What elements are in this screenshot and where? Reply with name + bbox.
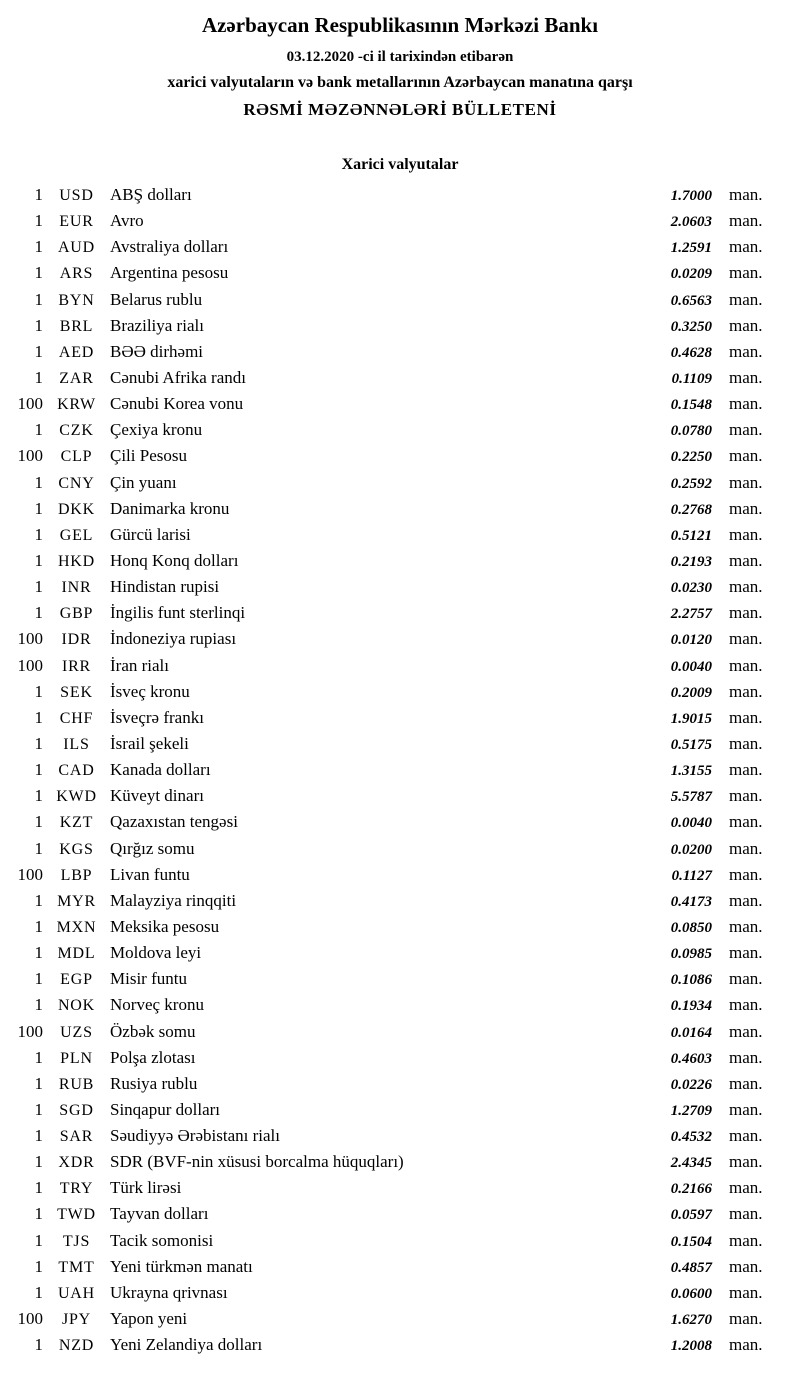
currency-name: SDR (BVF-nin xüsusi borcalma hüquqları) xyxy=(110,1152,404,1172)
rate-value: 0.0597 xyxy=(670,1207,712,1224)
currency-code: TMT xyxy=(58,1258,95,1276)
table-row xyxy=(14,734,772,760)
quantity: 1 xyxy=(34,524,43,544)
rate-unit: man. xyxy=(729,289,763,309)
quantity: 1 xyxy=(34,707,43,727)
currency-name: Tayvan dolları xyxy=(110,1204,209,1224)
rate-unit: man. xyxy=(729,524,763,544)
rate-unit: man. xyxy=(729,550,763,570)
currency-name: Avro xyxy=(110,211,144,231)
rate-value: 0.4603 xyxy=(670,1050,712,1067)
currency-code: CZK xyxy=(59,422,94,440)
currency-code: GBP xyxy=(59,605,94,623)
rate-unit: man. xyxy=(729,969,763,989)
currency-code: CNY xyxy=(58,474,95,492)
table-row xyxy=(14,1178,772,1204)
table-row xyxy=(14,812,772,838)
currency-name: Argentina pesosu xyxy=(110,263,229,283)
currency-name: İndoneziya rupiası xyxy=(110,629,237,649)
currency-code: IRR xyxy=(61,657,92,675)
currency-code: MDL xyxy=(57,945,96,963)
table-row xyxy=(14,342,772,368)
currency-name: İsveç kronu xyxy=(110,681,190,701)
rate-unit: man. xyxy=(729,1073,763,1093)
rate-unit: man. xyxy=(729,577,763,597)
currency-code: TJS xyxy=(62,1232,91,1250)
quantity: 1 xyxy=(34,420,43,440)
rate-unit: man. xyxy=(729,1256,763,1276)
rate-value: 1.2008 xyxy=(670,1338,712,1355)
currency-code: KZT xyxy=(59,814,94,832)
currency-name: Belarus rublu xyxy=(110,289,203,309)
quantity: 1 xyxy=(34,1282,43,1302)
rate-value: 2.0603 xyxy=(670,214,712,231)
currency-name: Moldova leyi xyxy=(110,943,202,963)
currency-code: JPY xyxy=(61,1311,92,1329)
table-row xyxy=(14,1126,772,1152)
quantity: 100 xyxy=(17,394,43,414)
rate-unit: man. xyxy=(729,472,763,492)
quantity: 1 xyxy=(34,995,43,1015)
quantity: 1 xyxy=(34,498,43,518)
quantity: 1 xyxy=(34,367,43,387)
table-row xyxy=(14,525,772,551)
quantity: 100 xyxy=(17,629,43,649)
currency-code: SAR xyxy=(59,1128,94,1146)
currency-name: Gürcü larisi xyxy=(110,524,191,544)
quantity: 1 xyxy=(34,472,43,492)
quantity: 1 xyxy=(34,550,43,570)
quantity: 1 xyxy=(34,1126,43,1146)
currency-name: Danimarka kronu xyxy=(110,498,230,518)
rate-unit: man. xyxy=(729,760,763,780)
currency-name: Türk lirəsi xyxy=(110,1178,182,1198)
currency-code: TWD xyxy=(57,1206,96,1224)
rate-unit: man. xyxy=(729,786,763,806)
currency-code: NZD xyxy=(58,1337,95,1355)
quantity: 1 xyxy=(34,1335,43,1355)
rate-value: 0.1127 xyxy=(671,867,712,884)
currency-code: IDR xyxy=(61,631,92,649)
currency-code: KWD xyxy=(56,788,97,806)
rate-unit: man. xyxy=(729,263,763,283)
currency-code: GEL xyxy=(59,526,94,544)
currency-name: Qırğız somu xyxy=(110,838,195,858)
currency-name: Qazaxıstan tengəsi xyxy=(110,812,238,832)
rate-value: 0.4532 xyxy=(670,1129,712,1146)
table-row xyxy=(14,316,772,342)
currency-code: KGS xyxy=(59,840,94,858)
currency-name: Polşa zlotası xyxy=(110,1047,196,1067)
table-row xyxy=(14,1257,772,1283)
rate-unit: man. xyxy=(729,1309,763,1329)
rate-unit: man. xyxy=(729,1230,763,1250)
quantity: 100 xyxy=(17,1021,43,1041)
table-row xyxy=(14,1022,772,1048)
quantity: 1 xyxy=(34,1178,43,1198)
quantity: 1 xyxy=(34,1256,43,1276)
currency-code: AED xyxy=(58,343,95,361)
quantity: 1 xyxy=(34,969,43,989)
quantity: 1 xyxy=(34,237,43,257)
rate-unit: man. xyxy=(729,1047,763,1067)
currency-name: İsrail şekeli xyxy=(110,733,189,753)
rate-unit: man. xyxy=(729,1126,763,1146)
rate-unit: man. xyxy=(729,446,763,466)
currency-name: Çin yuanı xyxy=(110,472,177,492)
table-row xyxy=(14,237,772,263)
rate-value: 0.0164 xyxy=(670,1024,712,1041)
table-row xyxy=(14,394,772,420)
rate-value: 0.0200 xyxy=(670,841,712,858)
rate-value: 0.5175 xyxy=(670,736,712,753)
rate-unit: man. xyxy=(729,394,763,414)
rate-value: 1.2709 xyxy=(670,1102,712,1119)
currency-name: İsveçrə frankı xyxy=(110,707,204,727)
currency-code: ZAR xyxy=(59,369,94,387)
table-row xyxy=(14,682,772,708)
table-row xyxy=(14,577,772,603)
table-row xyxy=(14,1283,772,1309)
quantity: 1 xyxy=(34,916,43,936)
table-row xyxy=(14,969,772,995)
quantity: 1 xyxy=(34,1152,43,1172)
rate-value: 0.1548 xyxy=(670,397,712,414)
currency-name: Meksika pesosu xyxy=(110,916,220,936)
currency-name: Tacik somonisi xyxy=(110,1230,214,1250)
rate-value: 0.0985 xyxy=(670,946,712,963)
currency-code: BRL xyxy=(59,317,94,335)
table-row xyxy=(14,473,772,499)
table-row xyxy=(14,629,772,655)
quantity: 1 xyxy=(34,760,43,780)
rate-value: 0.2193 xyxy=(670,553,712,570)
rate-unit: man. xyxy=(729,1204,763,1224)
table-row xyxy=(14,865,772,891)
rate-value: 0.2768 xyxy=(670,501,712,518)
table-row xyxy=(14,420,772,446)
currency-code: BYN xyxy=(58,291,95,309)
currency-code: USD xyxy=(59,187,94,204)
table-row xyxy=(14,943,772,969)
rate-value: 0.0040 xyxy=(670,658,712,675)
rate-value: 0.2592 xyxy=(670,475,712,492)
rate-value: 5.5787 xyxy=(670,789,712,806)
section-title: Xarici valyutalar xyxy=(341,156,459,173)
currency-name: Hindistan rupisi xyxy=(110,577,220,597)
currency-name: Norveç kronu xyxy=(110,995,204,1015)
currency-code: SEK xyxy=(60,683,93,701)
quantity: 1 xyxy=(34,681,43,701)
currency-name: ABŞ dolları xyxy=(110,185,192,204)
table-row xyxy=(14,603,772,629)
currency-code: MYR xyxy=(57,892,96,910)
quantity: 1 xyxy=(34,812,43,832)
quantity: 100 xyxy=(17,655,43,675)
rate-value: 0.0780 xyxy=(670,423,712,440)
rate-value: 0.1086 xyxy=(670,972,712,989)
rate-value: 0.1109 xyxy=(671,370,712,387)
currency-code: ARS xyxy=(59,265,94,283)
rate-value: 0.2009 xyxy=(670,684,712,701)
rate-unit: man. xyxy=(729,943,763,963)
currency-name: Küveyt dinarı xyxy=(110,786,204,806)
table-row xyxy=(14,263,772,289)
bulletin-title: RƏSMİ MƏZƏNNƏLƏRİ BÜLLETENİ xyxy=(243,100,557,119)
currency-code: NOK xyxy=(57,997,96,1015)
table-row xyxy=(14,1231,772,1257)
table-row xyxy=(14,211,772,237)
currency-name: Yeni Zelandiya dolları xyxy=(110,1335,263,1355)
rate-value: 0.0040 xyxy=(670,815,712,832)
quantity: 1 xyxy=(34,838,43,858)
table-row xyxy=(14,891,772,917)
table-row xyxy=(14,656,772,682)
quantity: 1 xyxy=(34,1073,43,1093)
currency-name: Yapon yeni xyxy=(110,1309,188,1329)
quantity: 1 xyxy=(34,289,43,309)
currency-name: Çili Pesosu xyxy=(110,446,187,466)
table-row xyxy=(14,1335,772,1361)
rate-unit: man. xyxy=(729,341,763,361)
rate-unit: man. xyxy=(729,315,763,335)
rate-unit: man. xyxy=(729,498,763,518)
table-row xyxy=(14,290,772,316)
currency-code: EGP xyxy=(60,971,93,989)
rate-unit: man. xyxy=(729,1335,763,1355)
rate-unit: man. xyxy=(729,1152,763,1172)
currency-code: DKK xyxy=(57,500,96,518)
rate-value: 1.9015 xyxy=(670,710,712,727)
rate-unit: man. xyxy=(729,629,763,649)
table-row xyxy=(14,499,772,525)
quantity: 1 xyxy=(34,1099,43,1119)
currency-name: Braziliya rialı xyxy=(110,315,204,335)
rate-unit: man. xyxy=(729,681,763,701)
quantity: 1 xyxy=(34,603,43,623)
quantity: 1 xyxy=(34,263,43,283)
rate-unit: man. xyxy=(729,1178,763,1198)
currency-code: MXN xyxy=(56,918,97,936)
rate-unit: man. xyxy=(729,995,763,1015)
rate-value: 0.2250 xyxy=(670,449,712,466)
currency-code: CAD xyxy=(58,762,95,780)
table-row xyxy=(14,446,772,472)
currency-code: CLP xyxy=(60,448,93,466)
rate-value: 0.0600 xyxy=(670,1285,712,1302)
currency-code: KRW xyxy=(57,396,96,414)
table-row xyxy=(14,185,772,211)
currency-code: RUB xyxy=(58,1075,95,1093)
rate-unit: man. xyxy=(729,1099,763,1119)
currency-code: LBP xyxy=(60,866,93,884)
table-row xyxy=(14,1204,772,1230)
table-row xyxy=(14,760,772,786)
rate-unit: man. xyxy=(729,655,763,675)
currency-name: Ukrayna qrivnası xyxy=(110,1282,228,1302)
rate-value: 1.3155 xyxy=(670,763,712,780)
currency-table xyxy=(0,185,800,1361)
currency-code: ILS xyxy=(63,735,90,753)
currency-code: INR xyxy=(61,579,92,597)
effective-date-line: 03.12.2020 -ci il tarixindən etibarən xyxy=(286,49,514,65)
rate-value: 0.1934 xyxy=(670,998,712,1015)
table-row xyxy=(14,708,772,734)
currency-name: Özbək somu xyxy=(110,1021,196,1041)
currency-name: İngilis funt sterlinqi xyxy=(110,603,246,623)
quantity: 1 xyxy=(34,890,43,910)
currency-code: TRY xyxy=(59,1180,94,1198)
rate-unit: man. xyxy=(729,916,763,936)
rate-unit: man. xyxy=(729,812,763,832)
rate-value: 0.5121 xyxy=(670,527,712,544)
quantity: 1 xyxy=(34,211,43,231)
quantity: 1 xyxy=(34,1204,43,1224)
rate-value: 0.1504 xyxy=(670,1233,712,1250)
currency-name: Yeni türkmən manatı xyxy=(110,1256,253,1276)
document-header xyxy=(0,0,800,120)
quantity: 1 xyxy=(34,185,43,204)
rate-value: 2.2757 xyxy=(670,606,712,623)
rate-unit: man. xyxy=(729,890,763,910)
rate-value: 1.7000 xyxy=(670,188,712,204)
table-row xyxy=(14,368,772,394)
rate-value: 0.0850 xyxy=(670,919,712,936)
rate-value: 0.4857 xyxy=(670,1259,712,1276)
rate-unit: man. xyxy=(729,733,763,753)
page-title: Azərbaycan Respublikasının Mərkəzi Bankı xyxy=(201,13,599,37)
currency-name: Malayziya rinqqiti xyxy=(110,890,237,910)
currency-code: PLN xyxy=(60,1049,93,1067)
currency-name: Cənubi Afrika randı xyxy=(110,367,246,387)
rate-unit: man. xyxy=(729,864,763,884)
rate-unit: man. xyxy=(729,1282,763,1302)
rate-value: 0.6563 xyxy=(670,292,712,309)
rate-value: 0.0209 xyxy=(670,266,712,283)
table-row xyxy=(14,995,772,1021)
table-row xyxy=(14,1309,772,1335)
rate-unit: man. xyxy=(729,237,763,257)
rate-unit: man. xyxy=(729,707,763,727)
rate-value: 1.2591 xyxy=(670,240,712,257)
table-row xyxy=(14,551,772,577)
rate-value: 2.4345 xyxy=(670,1155,712,1172)
currency-code: UZS xyxy=(60,1023,93,1041)
currency-name: BƏƏ dirhəmi xyxy=(110,341,204,361)
currency-name: Honq Konq dolları xyxy=(110,550,239,570)
quantity: 100 xyxy=(17,1309,43,1329)
rate-unit: man. xyxy=(729,838,763,858)
table-row xyxy=(14,1048,772,1074)
quantity: 1 xyxy=(34,341,43,361)
rate-value: 0.3250 xyxy=(670,318,712,335)
currency-code: XDR xyxy=(58,1154,95,1172)
currency-name: Rusiya rublu xyxy=(110,1073,198,1093)
currency-name: Kanada dolları xyxy=(110,760,211,780)
currency-name: Misir funtu xyxy=(110,969,187,989)
table-row xyxy=(14,839,772,865)
quantity: 1 xyxy=(34,733,43,753)
currency-code: CHF xyxy=(59,709,94,727)
quantity: 1 xyxy=(34,1230,43,1250)
currency-name: Sinqapur dolları xyxy=(110,1099,221,1119)
quantity: 1 xyxy=(34,577,43,597)
currency-code: EUR xyxy=(59,213,94,231)
quantity: 1 xyxy=(34,1047,43,1067)
currency-name: Cənubi Korea vonu xyxy=(110,394,244,414)
currency-name: Avstraliya dolları xyxy=(110,237,229,257)
rate-value: 0.2166 xyxy=(670,1181,712,1198)
currency-name: Səudiyyə Ərəbistanı rialı xyxy=(110,1126,280,1146)
rate-value: 0.0230 xyxy=(670,580,712,597)
quantity: 1 xyxy=(34,943,43,963)
rate-unit: man. xyxy=(729,211,763,231)
currency-name: İran rialı xyxy=(110,655,169,675)
currency-name: Livan funtu xyxy=(110,864,190,884)
currency-code: UAH xyxy=(57,1284,96,1302)
rate-value: 0.0120 xyxy=(670,632,712,649)
quantity: 100 xyxy=(17,864,43,884)
table-row xyxy=(14,1074,772,1100)
currency-name: Çexiya kronu xyxy=(110,420,203,440)
rate-unit: man. xyxy=(729,1021,763,1041)
currency-code: AUD xyxy=(57,239,96,257)
subject-line: xarici valyutaların və bank metallarının Azərbaycan manatına qarşı xyxy=(167,74,633,91)
currency-code: HKD xyxy=(57,552,96,570)
rate-value: 0.4628 xyxy=(670,344,712,361)
table-row xyxy=(14,786,772,812)
quantity: 1 xyxy=(34,786,43,806)
rate-unit: man. xyxy=(729,420,763,440)
rate-unit: man. xyxy=(729,185,763,204)
table-row xyxy=(14,1152,772,1178)
rate-value: 1.6270 xyxy=(670,1312,712,1329)
table-row xyxy=(14,917,772,943)
currency-code: SGD xyxy=(59,1101,94,1119)
quantity: 1 xyxy=(34,315,43,335)
rate-unit: man. xyxy=(729,367,763,387)
rate-value: 0.0226 xyxy=(670,1076,712,1093)
quantity: 100 xyxy=(17,446,43,466)
table-row xyxy=(14,1100,772,1126)
rate-unit: man. xyxy=(729,603,763,623)
rate-value: 0.4173 xyxy=(670,893,712,910)
